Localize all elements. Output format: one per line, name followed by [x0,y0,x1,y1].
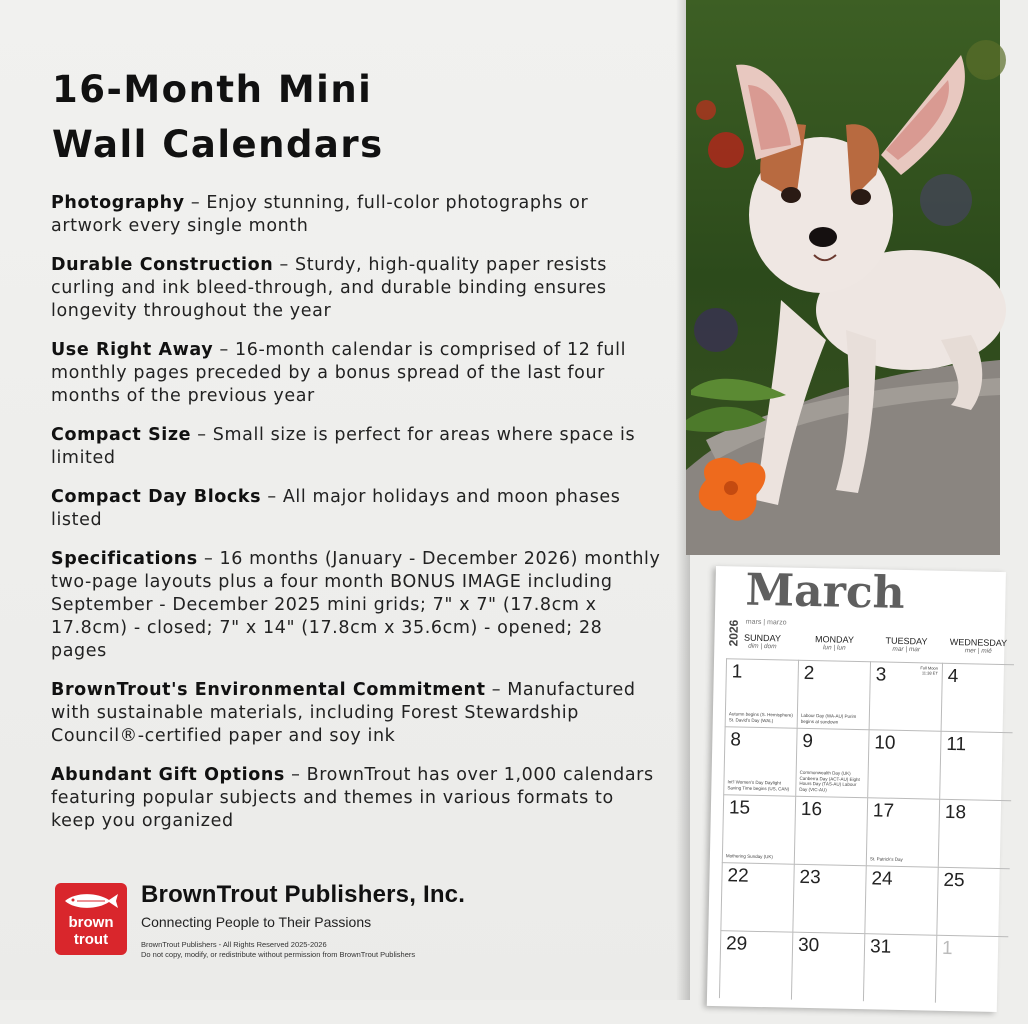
weekday-sunday: SUNDAY dim | dom [743,632,782,651]
publisher-footer [55,883,655,983]
day-cell: 23 [792,864,865,933]
month-title: March [744,564,906,619]
feature-list [51,192,661,849]
feature-compact-day-blocks: Compact Day Blocks – All major holidays and moon phases listed [51,487,621,530]
day-cell: 1 Autumn begins (S. Hemisphere) St. David's Day (WAL) [725,658,798,727]
day-cell: 16 [794,796,867,865]
year-label: 2026 [726,619,741,647]
day-cell: 30 [791,932,864,1001]
weekday-monday: MONDAY lun | lun [814,634,855,652]
day-cell: 9 Commonwealth Day (UK) Canberra Day (ACT-AU) Eight Hours Day (TAS-AU) Labour Day (VIC-AU) [795,728,868,797]
logo-text-trout: trout [73,931,109,948]
month-title-translations: mars | marzo [745,618,787,627]
weekday-wednesday: WEDNESDAY mer | mié [949,636,1008,655]
day-cell: 11 [939,731,1012,800]
feature-environmental-commitment: BrownTrout's Environmental Commitment – Manufactured with sustainable materials, including Forest Stewardship Council®-certified paper and soy ink [51,680,636,746]
moon-phase: Full Moon 11:38 ET [920,665,938,676]
feature-photography: Photography – Enjoy stunning, full-color photographs or artwork every single month [51,193,589,236]
feature-durable-construction: Durable Construction – Sturdy, high-quality paper resists curling and ink bleed-through, and durable binding ensures longevity throughout the year [51,255,607,321]
trout-fish-icon [61,889,121,913]
chihuahua-illustration [686,0,1000,555]
legal-line-2: Do not copy, modify, or redistribute without permission from BrownTrout Publishers [141,950,416,959]
feature-use-right-away: Use Right Away – 16-month calendar is comprised of 12 full monthly pages preceded by a bonus spread of the last four months of the previous year [51,340,627,406]
browntrout-logo [55,883,127,955]
day-cell: 3 Full Moon 11:38 ET [869,661,942,730]
weekday-tuesday: TUESDAY mar | mar [885,635,928,654]
feature-specifications: Specifications – 16 months (January - December 2026) monthly two-page layouts plus a four month BONUS IMAGE including September - December 2025 mini grids; 7" x 7" (17.8cm x 17.8cm) - closed; 7" x 14" (17.8cm x 35.6cm) - opened; 28 pages [51,549,661,661]
day-cell: 10 [867,729,940,798]
feature-compact-size: Compact Size – Small size is perfect for areas where space is limited [51,425,636,468]
legal-line-1: BrownTrout Publishers - All Rights Reserved 2025-2026 [141,940,327,949]
chihuahua-photo [686,0,1000,555]
day-cell: 2 Labour Day (WA-AU) Purim begins at sundown [797,660,870,729]
day-cell: 1 [935,935,1008,1004]
day-cell: 4 [941,663,1014,732]
day-cell: 31 [863,933,936,1002]
headline [52,62,612,172]
day-cell: 22 [720,862,793,931]
day-cell: 24 [864,865,937,934]
company-name: BrownTrout Publishers, Inc. [141,881,466,908]
day-cell: 29 [719,930,792,999]
calendar-grid-page [707,566,1006,1012]
headline-line-2: Wall Calendars [52,123,384,166]
day-cell: 15 Mothering Sunday (UK) [722,794,795,863]
day-grid [719,658,1026,1024]
day-cell: 18 [938,799,1011,868]
feature-gift-options: Abundant Gift Options – BrownTrout has over 1,000 calendars featuring popular subjects and themes in various formats to keep you organized [51,765,654,831]
logo-text-brown: brown [68,914,114,931]
company-tagline: Connecting People to Their Passions [141,914,372,930]
legal-notice [141,940,415,960]
day-cell: 8 Int'l Women's Day Daylight Saving Time begins (US, CAN) [723,726,796,795]
day-cell: 25 [936,867,1009,936]
headline-line-1: 16-Month Mini [52,68,373,111]
day-cell: 17 St. Patrick's Day [866,797,939,866]
